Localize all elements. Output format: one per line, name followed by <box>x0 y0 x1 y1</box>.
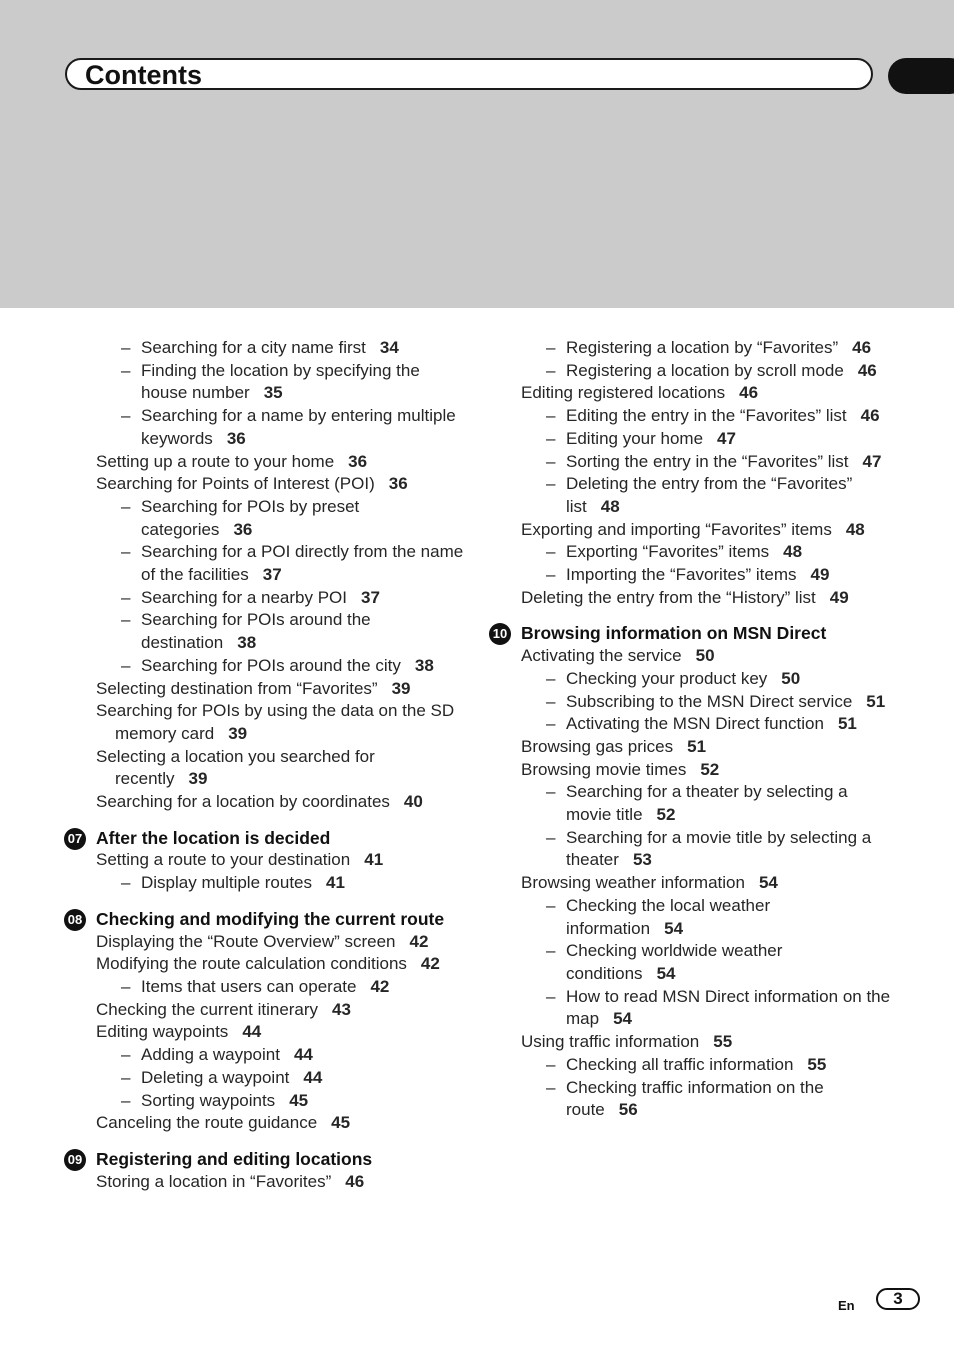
toc-entry[interactable] <box>96 791 466 814</box>
chapter-tab-marker <box>888 58 954 94</box>
entry-text: Storing a location in “Favorites” <box>96 1171 332 1191</box>
entry-page-number: 51 <box>837 714 857 734</box>
section-heading[interactable] <box>67 1148 466 1171</box>
dash-marker: – <box>121 1090 131 1110</box>
entry-page-number: 39 <box>391 678 411 698</box>
toc-subentry[interactable] <box>521 360 891 383</box>
entry-text: Checking traffic information on the route <box>566 1077 824 1120</box>
dash-marker: – <box>121 338 131 357</box>
entry-page-number: 39 <box>228 723 248 743</box>
dash-marker: – <box>546 428 556 448</box>
dash-marker: – <box>546 1077 556 1097</box>
entry-page-number: 39 <box>188 769 208 789</box>
entry-text: Editing the entry in the “Favorites” list <box>566 406 847 426</box>
dash-marker: – <box>546 1054 556 1074</box>
entry-page-number: 50 <box>781 668 801 688</box>
section-heading[interactable] <box>67 908 466 931</box>
entry-page-number: 41 <box>364 850 384 870</box>
dash-marker: – <box>546 827 556 847</box>
entry-text: Adding a waypoint <box>141 1045 280 1065</box>
toc-subentry[interactable] <box>521 781 891 826</box>
entry-page-number: 46 <box>739 383 759 403</box>
dash-marker: – <box>546 338 556 357</box>
chapter-number-badge: 07 <box>64 828 86 850</box>
toc-subentry[interactable] <box>96 587 466 610</box>
entry-page-number: 51 <box>866 691 886 711</box>
entry-page-number: 37 <box>262 565 282 585</box>
entry-page-number: 52 <box>700 759 720 779</box>
toc-right-column <box>492 337 891 1122</box>
entry-text: Registering a location by “Favorites” <box>566 338 839 357</box>
chapter-number-badge: 08 <box>64 909 86 931</box>
toc-entry[interactable] <box>521 645 891 668</box>
entry-page-number: 38 <box>237 633 257 653</box>
toc-subentry[interactable] <box>521 428 891 451</box>
dash-marker: – <box>121 542 131 562</box>
entry-page-number: 43 <box>332 999 351 1019</box>
entry-page-number: 42 <box>409 931 429 951</box>
entry-text: Checking the local weather information <box>566 895 771 938</box>
entry-page-number: 47 <box>717 428 736 448</box>
entry-text: Displaying the “Route Overview” screen <box>96 931 396 951</box>
toc-entry[interactable] <box>521 759 891 782</box>
entry-text: Searching for Points of Interest (POI) <box>96 474 375 494</box>
toc-subentry[interactable] <box>96 1090 466 1113</box>
entry-text: Deleting the entry from the “History” list <box>521 587 816 607</box>
chapter-number-badge: 10 <box>489 623 511 645</box>
toc-subentry[interactable] <box>521 986 891 1031</box>
entry-page-number: 56 <box>618 1100 638 1120</box>
dash-marker: – <box>121 496 131 516</box>
page-title: Contents <box>85 60 202 90</box>
entry-page-number: 54 <box>758 873 778 893</box>
entry-page-number: 38 <box>414 655 434 675</box>
section-title: After the location is decided <box>96 827 331 848</box>
entry-page-number: 52 <box>656 805 676 825</box>
entry-page-number: 34 <box>379 338 399 357</box>
entry-page-number: 54 <box>664 918 684 938</box>
entry-page-number: 55 <box>713 1032 733 1052</box>
toc-entry[interactable] <box>521 1031 891 1054</box>
toc-entry[interactable] <box>96 746 466 791</box>
entry-page-number: 49 <box>829 587 849 607</box>
dash-marker: – <box>121 610 131 630</box>
toc-subentry[interactable] <box>521 405 891 428</box>
dash-marker: – <box>546 474 556 494</box>
entry-text: Deleting the entry from the “Favorites” list <box>566 474 853 516</box>
chapter-number-badge: 09 <box>64 1149 86 1171</box>
toc-subentry[interactable] <box>521 827 891 872</box>
toc-subentry[interactable] <box>521 451 891 474</box>
toc-entry[interactable] <box>96 931 466 954</box>
toc-subentry[interactable] <box>521 473 891 518</box>
entry-text: Checking your product key <box>566 668 768 688</box>
entry-page-number: 37 <box>361 587 380 607</box>
toc-subentry[interactable] <box>521 668 891 691</box>
toc-entry[interactable] <box>521 587 891 610</box>
entry-page-number: 44 <box>242 1022 262 1042</box>
dash-marker: – <box>121 360 131 380</box>
entry-text: Canceling the route guidance <box>96 1113 318 1133</box>
section-title: Checking and modifying the current route <box>96 908 445 929</box>
entry-page-number: 42 <box>370 976 390 996</box>
entry-page-number: 44 <box>303 1067 323 1087</box>
entry-text: Sorting waypoints <box>141 1090 276 1110</box>
entry-text: Browsing movie times <box>521 759 687 779</box>
entry-page-number: 55 <box>807 1054 827 1074</box>
dash-marker: – <box>121 587 131 607</box>
entry-text: Checking the current itinerary <box>96 999 319 1019</box>
entry-page-number: 49 <box>810 565 830 585</box>
entry-page-number: 36 <box>233 519 253 539</box>
dash-marker: – <box>546 941 556 961</box>
entry-text: Searching for a city name first <box>141 338 366 357</box>
entry-text: Searching for a theater by selecting a movie title <box>566 782 848 825</box>
contents-title-box <box>65 58 873 90</box>
entry-page-number: 41 <box>326 873 345 893</box>
toc-subentry[interactable] <box>521 337 891 360</box>
toc-subentry[interactable] <box>521 564 891 587</box>
entry-text: Searching for a POI directly from the name of the facilities <box>141 542 464 585</box>
toc-entry[interactable] <box>96 1171 466 1194</box>
entry-text: Searching for POIs around the city <box>141 655 401 675</box>
entry-text: Selecting a location you searched for recently <box>96 746 375 789</box>
entry-page-number: 46 <box>345 1171 365 1191</box>
entry-page-number: 54 <box>613 1009 632 1029</box>
toc-entry[interactable] <box>96 700 466 745</box>
dash-marker: – <box>121 1067 131 1087</box>
entry-page-number: 48 <box>600 496 620 516</box>
entry-text: Editing your home <box>566 428 704 448</box>
dash-marker: – <box>546 668 556 688</box>
entry-text: Exporting “Favorites” items <box>566 542 770 562</box>
entry-page-number: 54 <box>656 963 676 983</box>
entry-text: How to read MSN Direct information on the map <box>566 986 891 1029</box>
toc-entry[interactable] <box>96 451 466 474</box>
entry-text: Deleting a waypoint <box>141 1067 290 1087</box>
entry-text: Subscribing to the MSN Direct service <box>566 691 853 711</box>
toc-subentry[interactable] <box>521 940 891 985</box>
entry-page-number: 48 <box>845 519 865 539</box>
toc-subentry[interactable] <box>96 360 466 405</box>
entry-page-number: 35 <box>263 383 283 403</box>
section-title: Registering and editing locations <box>96 1148 373 1169</box>
entry-text: Finding the location by specifying the house number <box>141 360 420 403</box>
entry-page-number: 42 <box>420 954 440 974</box>
toc-entry[interactable] <box>96 1112 466 1135</box>
toc-subentry[interactable] <box>521 713 891 736</box>
entry-text: Activating the MSN Direct function <box>566 714 824 734</box>
dash-marker: – <box>121 1045 131 1065</box>
toc-subentry[interactable] <box>521 895 891 940</box>
toc-subentry[interactable] <box>521 691 891 714</box>
entry-text: Searching for a nearby POI <box>141 587 348 607</box>
dash-marker: – <box>546 714 556 734</box>
dash-marker: – <box>121 873 131 893</box>
dash-marker: – <box>546 691 556 711</box>
dash-marker: – <box>546 895 556 915</box>
toc-subentry[interactable] <box>96 1067 466 1090</box>
entry-text: Searching for POIs around the destination <box>141 610 371 653</box>
dash-marker: – <box>121 655 131 675</box>
entry-text: Searching for a movie title by selecting a theater <box>566 827 872 870</box>
toc-entry[interactable] <box>96 1021 466 1044</box>
entry-text: Activating the service <box>521 646 682 666</box>
dash-marker: – <box>121 976 131 996</box>
entry-text: Searching for POIs by preset categories <box>141 496 360 539</box>
entry-text: Registering a location by scroll mode <box>566 360 844 380</box>
entry-text: Searching for POIs by using the data on the SD memory card <box>96 701 455 743</box>
toc-subentry[interactable] <box>96 541 466 586</box>
entry-text: Searching for a name by entering multiple keywords <box>141 406 456 448</box>
page-number: 3 <box>876 1288 920 1310</box>
entry-page-number: 40 <box>403 792 423 812</box>
entry-page-number: 50 <box>695 646 715 666</box>
toc-entry[interactable] <box>96 849 466 872</box>
entry-text: Browsing weather information <box>521 873 745 893</box>
section-title: Browsing information on MSN Direct <box>521 623 827 644</box>
dash-marker: – <box>546 406 556 426</box>
entry-text: Exporting and importing “Favorites” items <box>521 519 832 539</box>
dash-marker: – <box>546 782 556 802</box>
toc-subentry[interactable] <box>96 609 466 654</box>
entry-page-number: 45 <box>289 1090 309 1110</box>
entry-page-number: 47 <box>862 451 882 471</box>
toc-subentry[interactable] <box>96 872 466 895</box>
section-heading[interactable] <box>67 827 466 850</box>
toc-entry[interactable] <box>96 999 466 1022</box>
entry-page-number: 48 <box>783 542 803 562</box>
language-label: En <box>838 1298 855 1313</box>
toc-entry[interactable] <box>96 473 466 496</box>
entry-page-number: 46 <box>852 338 872 357</box>
entry-text: Checking all traffic information <box>566 1054 794 1074</box>
toc-subentry[interactable] <box>96 496 466 541</box>
toc-subentry[interactable] <box>96 1044 466 1067</box>
toc-entry[interactable] <box>521 736 891 759</box>
entry-text: Browsing gas prices <box>521 736 674 756</box>
entry-text: Modifying the route calculation conditions <box>96 954 407 974</box>
entry-text: Checking worldwide weather conditions <box>566 941 783 983</box>
section-heading[interactable] <box>492 622 891 645</box>
entry-page-number: 46 <box>857 360 877 380</box>
entry-page-number: 36 <box>388 474 408 494</box>
entry-text: Display multiple routes <box>141 873 313 893</box>
toc-subentry[interactable] <box>96 655 466 678</box>
entry-text: Items that users can operate <box>141 976 357 996</box>
toc-subentry[interactable] <box>96 976 466 999</box>
toc-entry[interactable] <box>521 519 891 542</box>
dash-marker: – <box>546 565 556 585</box>
entry-page-number: 36 <box>226 428 246 448</box>
dash-marker: – <box>546 360 556 380</box>
entry-page-number: 46 <box>860 406 880 426</box>
toc-entry[interactable] <box>96 953 466 976</box>
toc-entry[interactable] <box>521 382 891 405</box>
entry-text: Sorting the entry in the “Favorites” list <box>566 451 849 471</box>
toc-subentry[interactable] <box>521 1054 891 1077</box>
entry-page-number: 45 <box>331 1113 351 1133</box>
entry-text: Selecting destination from “Favorites” <box>96 678 378 698</box>
entry-text: Searching for a location by coordinates <box>96 792 390 812</box>
entry-page-number: 44 <box>293 1045 313 1065</box>
dash-marker: – <box>546 986 556 1006</box>
entry-page-number: 51 <box>687 736 707 756</box>
entry-text: Editing registered locations <box>521 383 726 403</box>
toc-subentry[interactable] <box>521 1077 891 1122</box>
toc-subentry[interactable] <box>521 541 891 564</box>
entry-text: Importing the “Favorites” items <box>566 565 797 585</box>
header-band <box>0 0 954 308</box>
toc-left-column <box>67 337 466 1193</box>
entry-text: Setting a route to your destination <box>96 850 351 870</box>
entry-page-number: 53 <box>632 850 652 870</box>
entry-text: Setting up a route to your home <box>96 451 335 471</box>
entry-page-number: 36 <box>348 451 368 471</box>
entry-text: Using traffic information <box>521 1032 700 1052</box>
toc-entry[interactable] <box>96 678 466 701</box>
dash-marker: – <box>546 542 556 562</box>
toc-subentry[interactable] <box>96 337 466 360</box>
toc-subentry[interactable] <box>96 405 466 450</box>
dash-marker: – <box>546 451 556 471</box>
toc-entry[interactable] <box>521 872 891 895</box>
entry-text: Editing waypoints <box>96 1022 229 1042</box>
dash-marker: – <box>121 406 131 426</box>
